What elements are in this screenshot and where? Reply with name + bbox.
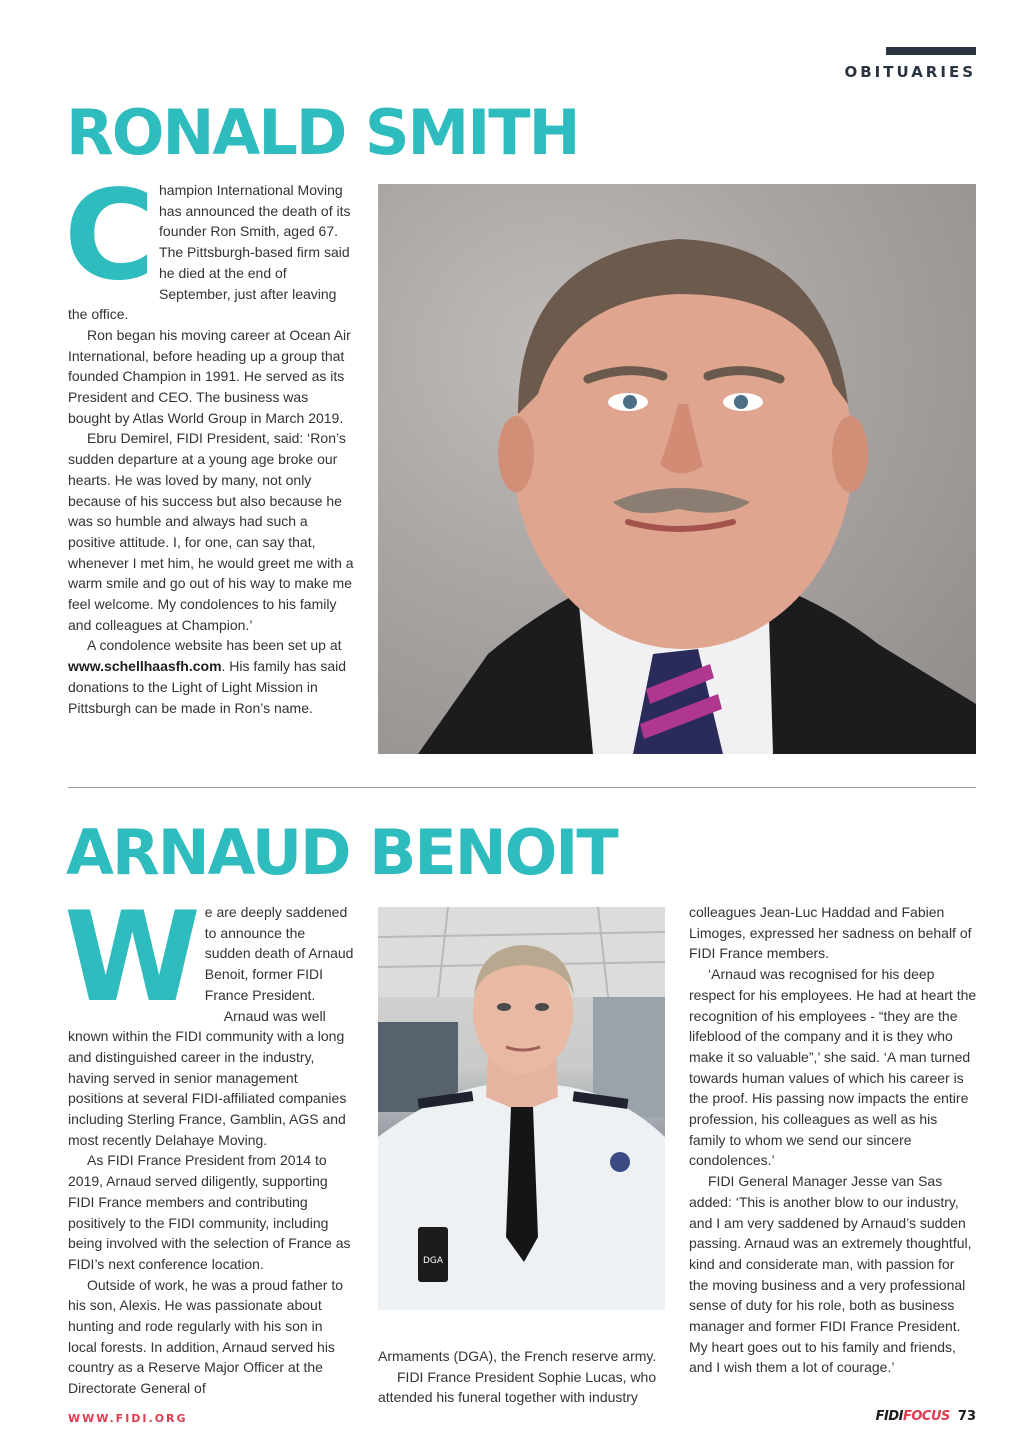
- article1-paragraph-2: Ron began his moving career at Ocean Air International, before heading up a group that founded Champion in 1991. He served as its President and CEO. The business was bought by Atlas World Group in March 2019.: [68, 326, 351, 426]
- article1-paragraph-1: Champion International Moving has announced the death of its founder Ron Smith, aged 67. The Pittsburgh-based firm said he died at the end of September, just after leaving the office.: [64, 164, 351, 323]
- article2-paragraph-3: As FIDI France President from 2014 to 2019, Arnaud served diligently, supporting FIDI France members and contributing positively to the FIDI community, including being involved with the selection of France as FIDI’s next conference location.: [68, 1152, 351, 1272]
- arnaud-benoit-photo: [378, 907, 665, 1310]
- brand-focus: FOCUS: [903, 1409, 950, 1424]
- article2-middle-column: [378, 1346, 668, 1408]
- article2-mid-paragraph-1: Armaments (DGA), the French reserve army.: [378, 1348, 657, 1364]
- article2-right-paragraph-1: colleagues Jean-Luc Haddad and Fabien Limoges, expressed her sadness on behalf of FIDI France members.: [689, 904, 972, 962]
- article2-mid-paragraph-2: FIDI France President Sophie Lucas, who attended his funeral together with industry: [378, 1368, 657, 1406]
- section-divider: [68, 787, 976, 788]
- article2-right-paragraph-3: FIDI General Manager Jesse van Sas added: ‘This is another blow to our industry, and I am very saddened by Arnaud’s sudden passing. Arnaud was an extremely thoughtful, kind and considerate man, with passion for the moving business and a very professional sense of duty for his role, both as business manager and former FIDI France President. My heart goes out to his family and friends, and I wish them a lot of courage.’: [689, 1173, 972, 1376]
- article1-paragraph-3: Ebru Demirel, FIDI President, said: ‘Ron’s sudden departure at a young age broke our hearts. He was loved by many, not only because of his success but also because he was so humble and always had such a positive attitude. I, for one, can say that, whenever I met him, he would greet me with a warm smile and go out of his way to make me feel welcome. My condolences to his family and colleagues at Champion.’: [68, 430, 354, 633]
- section-label: OBITUARIES: [844, 63, 976, 81]
- headline-ronald-smith: RONALD SMITH: [66, 96, 579, 169]
- article2-right-paragraph-2: ‘Arnaud was recognised for his deep respect for his employees. He had at heart the recognition of his employees - “they are the lifeblood of the company and it is they who make it so valuable”,’ she said. ‘A man turned towards human values of which his career is the proof. His passing now impacts the entire profession, his colleagues as well as his family to whom we send our sincere condolences.’: [689, 966, 977, 1169]
- article2-paragraph-2: Arnaud was well known within the FIDI community with a long and distinguished career in the industry, having served in senior management positions at several FIDI-affiliated companies including Sterling France, Gamblin, AGS and most recently Delahaye Moving.: [68, 1007, 347, 1148]
- footer-url[interactable]: WWW.FIDI.ORG: [68, 1412, 188, 1425]
- dga-badge-label: DGA: [422, 1256, 444, 1266]
- dropcap-w: W: [64, 886, 201, 1030]
- ronald-smith-portrait: [378, 184, 976, 754]
- article2-left-column: [64, 886, 354, 1399]
- article2-right-column: [689, 902, 977, 1378]
- brand-fidi: FIDI: [875, 1409, 903, 1424]
- headline-arnaud-benoit: ARNAUD BENOIT: [66, 816, 617, 889]
- condolence-website-link[interactable]: www.schellhaasfh.com: [68, 658, 222, 675]
- article2-paragraph-4: Outside of work, he was a proud father to his son, Alexis. He was passionate about hunting and rode regularly with his son in local forests. In addition, Arnaud served his country as a Reserve Major Officer at the Directorate General of: [68, 1276, 344, 1397]
- article1-body: [64, 164, 354, 718]
- footer-brand: [876, 1409, 976, 1424]
- dropcap-c: C: [64, 164, 156, 308]
- section-bar: [886, 47, 976, 55]
- article2-paragraph-1: We are deeply saddened to announce the sudden death of Arnaud Benoit, former FIDI France President.: [64, 886, 354, 1030]
- ronald-smith-portrait-illustration: [378, 184, 976, 754]
- arnaud-benoit-photo-illustration: [378, 907, 665, 1310]
- article1-paragraph-4: A condolence website has been set up at www.schellhaasfh.com. His family has said donations to the Light of Light Mission in Pittsburgh can be made in Ron’s name.: [68, 637, 347, 716]
- page-number: 73: [957, 1409, 976, 1424]
